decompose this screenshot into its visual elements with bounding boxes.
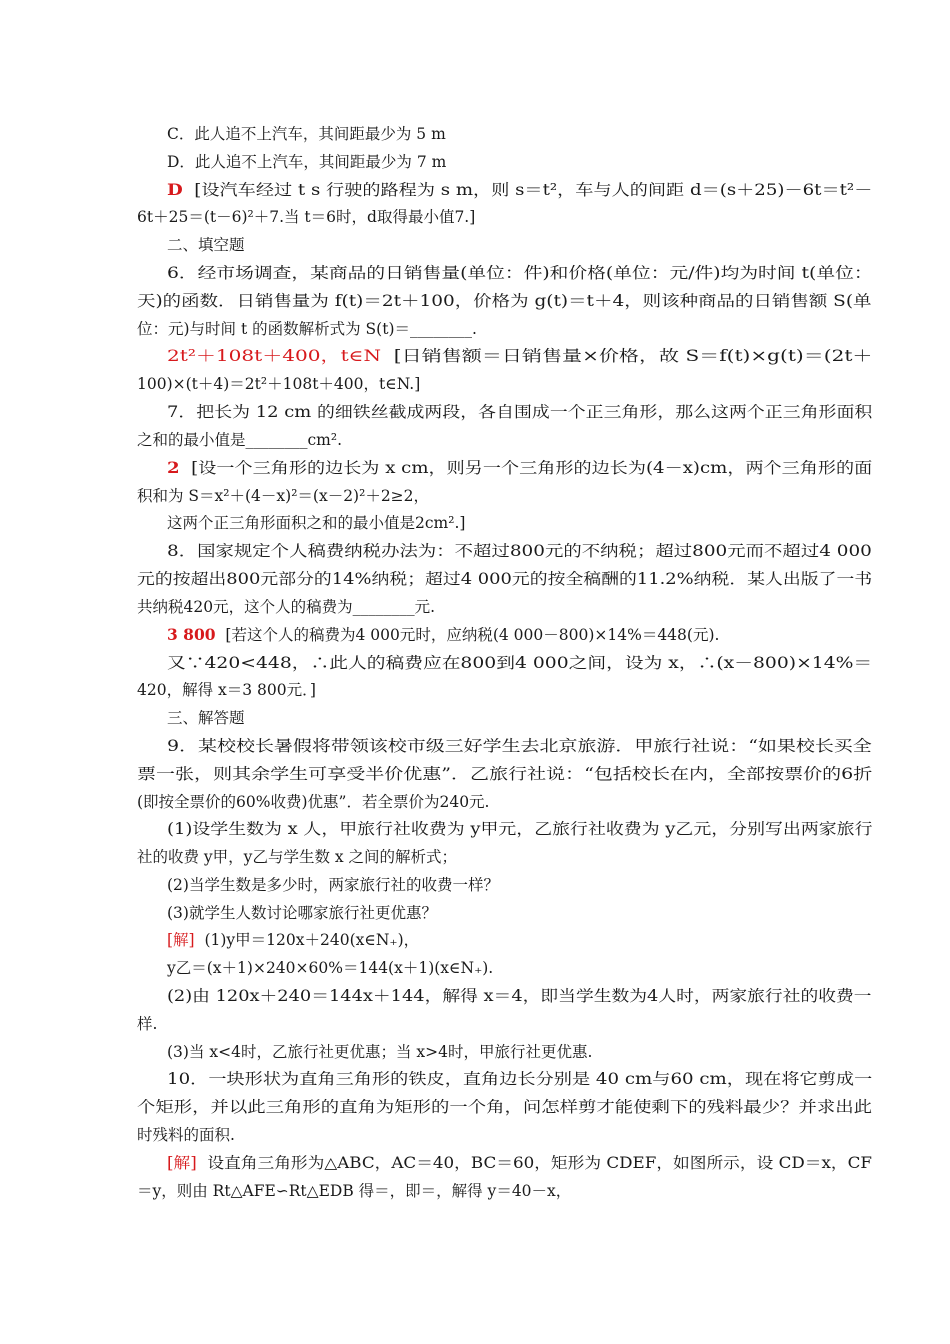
body-text: (3)就学生人数讨论哪家旅行社更优惠？ [167,904,437,922]
text-line [137,764,872,784]
body-text: 6t＋25＝(t－6)²＋7.当 t＝6时，d取得最小值7.] [137,208,476,226]
body-text: [设汽车经过 t s 行驶的路程为 s m，则 s＝t²，车与人的间距 d＝(s＋25)－6t＝t²－ [182,181,873,199]
body-text: 设直角三角形为△ABC，AC＝40，BC＝60，矩形为 CDEF，如图所示，设 CD＝x，CF [196,1154,873,1172]
text-line [167,235,245,255]
text-line [167,958,493,978]
text-line [167,263,873,283]
text-line [167,124,446,144]
text-line [137,1125,235,1145]
answer-text: [解] [167,1154,197,1172]
text-line [167,819,872,839]
body-text: 天)的函数．日销售量为 f(t)＝2t＋100，价格为 g(t)＝t＋4，则该种商品的日销售额 S(单 [137,292,872,310]
text-line [167,541,872,561]
text-line [167,708,245,728]
text-line [137,486,429,506]
body-text: C．此人追不上汽车，其间距最少为 5 m [167,125,446,143]
text-line [167,1042,592,1062]
body-text: 票一张，则其余学生可享受半价优惠”．乙旅行社说：“包括校长在内，全部按票价的6折 [137,765,873,783]
text-line [167,513,465,533]
body-text: (1)设学生数为 x 人，甲旅行社收费为 y甲元，乙旅行社收费为 y乙元，分别写出两家旅行 [167,820,873,838]
text-line [167,653,872,673]
body-text: y乙＝(x＋1)×240×60%＝144(x＋1)(x∈N₊). [167,959,494,977]
body-text: 这两个正三角形面积之和的最小值是2cm².] [167,514,466,532]
body-text: D．此人追不上汽车，其间距最少为 7 m [167,153,447,171]
text-line [167,875,499,895]
body-text: ＝y，则由 Rt△AFE∽Rt△EDB 得＝，即＝，解得 y＝40－x， [137,1182,572,1200]
text-line [167,1069,872,1089]
answer-text: [解] [167,931,195,949]
text-line [137,374,420,394]
body-text: (2)由 120x＋240＝144x＋144，解得 x＝4，即当学生数为4人时，两家旅行社的收费一 [167,987,872,1005]
body-text: 社的收费 y甲，y乙与学生数 x 之间的解析式； [137,848,458,866]
text-line [167,736,872,756]
body-text: 7．把长为 12 cm 的细铁丝截成两段，各自围成一个正三角形，那么这两个正三角形面积 [167,403,873,421]
text-line [167,402,872,422]
body-text: 共纳税420元，这个人的稿费为________元. [137,598,436,616]
body-text: (即按全票价的60%收费)优惠”．若全票价为240元. [137,793,490,811]
body-text: 420，解得 x＝3 800元．] [137,681,316,699]
body-text: 8．国家规定个人稿费纳税办法为：不超过800元的不纳税；超过800元而不超过4 000 [167,542,872,560]
text-line [137,430,342,450]
text-line [137,319,477,339]
body-text: 二、填空题 [167,236,245,254]
body-text: (3)当 x<4时，乙旅行社更优惠；当 x>4时，甲旅行社更优惠. [167,1043,593,1061]
body-text: 元的按超出800元部分的14%纳税；超过4 000元的按全稿酬的11.2%纳税．某人出版了一书 [137,570,873,588]
text-line [167,180,872,200]
body-text: 9．某校校长暑假将带领该校市级三好学生去北京旅游．甲旅行社说：“如果校长买全 [167,737,872,755]
text-line [137,597,435,617]
text-line [137,792,489,812]
body-text: 位：元)与时间 t 的函数解析式为 S(t)＝________. [137,320,477,338]
text-line [167,346,872,366]
text-line [137,207,475,227]
text-line [167,930,419,950]
body-text: 积和为 S＝x²＋(4－x)²＝(x－2)²＋2≥2， [137,487,430,505]
body-text: 10．一块形状为直角三角形的铁皮，直角边长分别是 40 cm与60 cm，现在将它剪成一 [167,1070,873,1088]
text-line [137,847,457,867]
body-text: (1)y甲＝120x＋240(x∈N₊)， [194,931,420,949]
body-text: 又∵420<448，∴此人的稿费应在800到4 000之间，设为 x，∴(x－800)×14%＝ [167,654,873,672]
text-line [137,569,872,589]
text-line [167,903,437,923]
text-line [137,680,316,700]
text-line [167,458,872,478]
answer-text: 3 800 [167,625,216,644]
body-text: 时残料的面积. [137,1126,235,1144]
text-line [137,1097,872,1117]
text-line [137,1014,157,1034]
body-text: 6．经市场调查，某商品的日销售量(单位：件)和价格(单位：元/件)均为时间 t(单位： [167,264,873,282]
text-line [137,291,871,311]
body-text: 100)×(t＋4)＝2t²＋108t＋400，t∈N.] [137,375,421,393]
text-line [137,1181,571,1201]
text-line [167,152,446,172]
answer-text: 2 [167,458,180,477]
text-line [167,1153,872,1173]
body-text: [若这个人的稿费为4 000元时，应纳税(4 000－800)×14%＝448(元). [215,626,720,644]
answer-text: 2t²＋108t＋400，t∈N [167,347,382,365]
body-text: 样. [137,1015,158,1033]
body-text: [设一个三角形的边长为 x cm，则另一个三角形的边长为(4－x)cm，两个三角形的面 [179,459,873,477]
text-line [167,986,872,1006]
body-text: (2)当学生数是多少时，两家旅行社的收费一样？ [167,876,499,894]
body-text: [日销售额＝日销售量×价格，故 S＝f(t)×g(t)＝(2t＋ [381,347,873,365]
body-text: 个矩形，并以此三角形的直角为矩形的一个角，问怎样剪才能使剩下的残料最少？并求出此 [137,1098,873,1116]
text-line [167,625,719,645]
body-text: 之和的最小值是________cm². [137,431,343,449]
body-text: 三、解答题 [167,709,245,727]
answer-text: D [167,180,183,199]
